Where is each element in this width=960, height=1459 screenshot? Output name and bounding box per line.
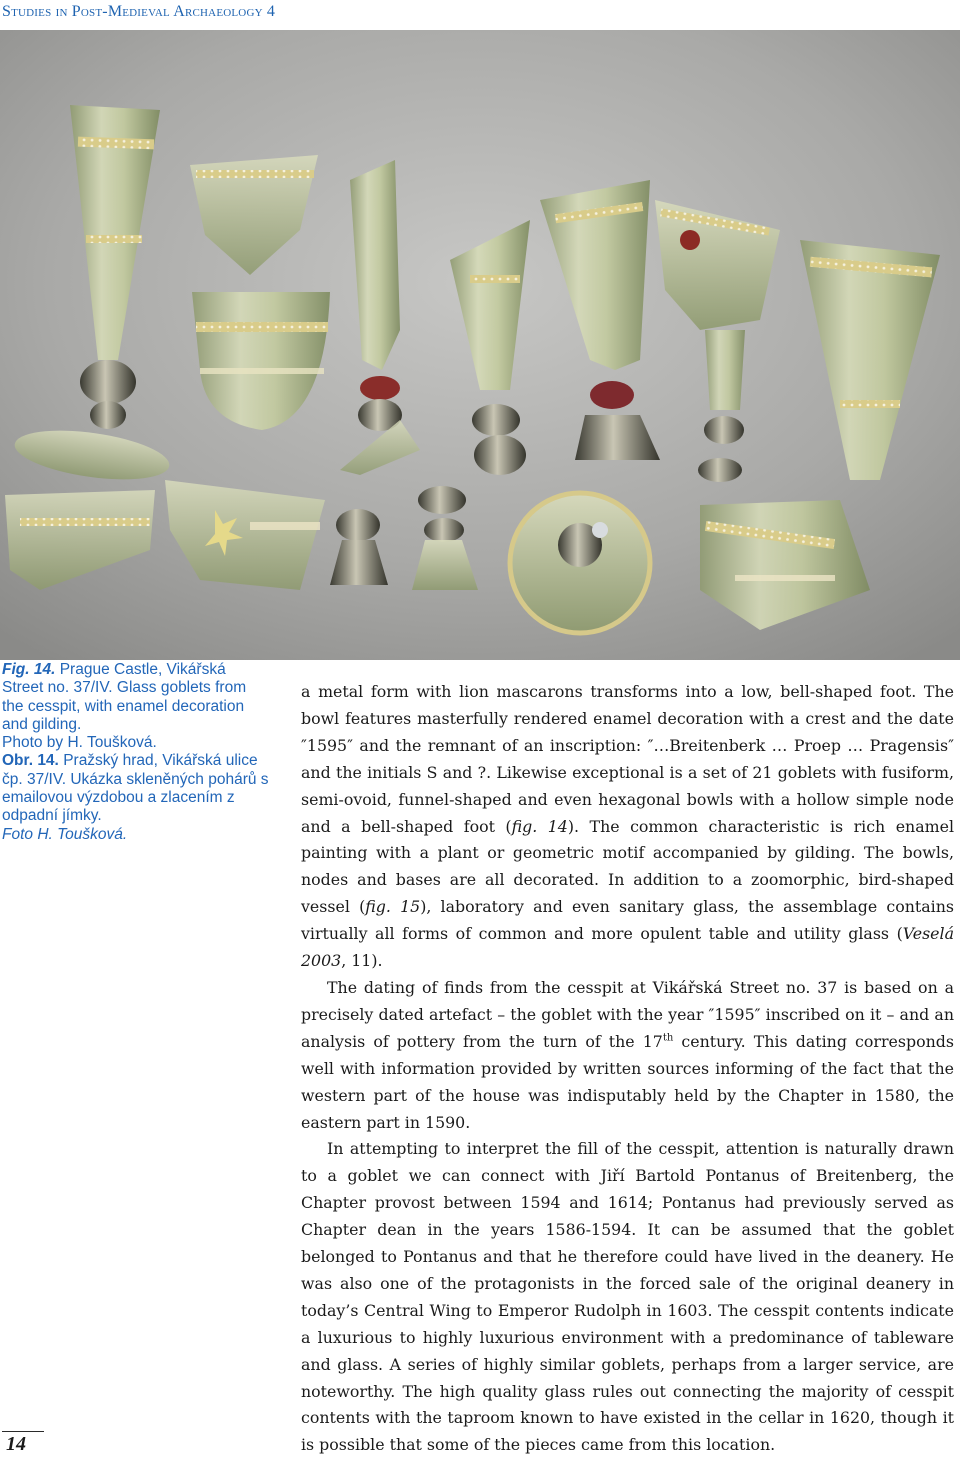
figure-photo bbox=[0, 30, 960, 660]
figure-caption bbox=[2, 661, 270, 844]
caption-english-credit: Photo by H. Toušková. bbox=[2, 734, 157, 752]
body-paragraph-2: The dating of finds from the cesspit at Vikářská Street no. 37 is based on a precisely dated artefact – the goblet with the year ″1595″ inscribed on it – and an analysis of pottery from the turn of the 17th century. This dating corresponds well with information provided by written sources informing of the fact that the western part of the house was indisputably held by the Chapter in 1580, the eastern part in 1590. bbox=[301, 977, 954, 1132]
caption-english bbox=[2, 661, 270, 734]
citation-vesela: Veselá 2003 bbox=[301, 924, 954, 971]
caption-english-text: Prague Castle, Vikářská Street no. 37/IV. Glass goblets from the cesspit, with enamel decoration and gilding. bbox=[2, 661, 247, 733]
caption-obr-label: Obr. 14. bbox=[2, 752, 59, 770]
caption-fig-label: Fig. 14. bbox=[2, 661, 56, 678]
running-header bbox=[2, 1, 602, 23]
main-body-text bbox=[301, 679, 954, 1459]
page-number: 14 bbox=[6, 1433, 26, 1455]
body-paragraph-1: a metal form with lion mascarons transforms into a low, bell-shaped foot. The bowl features masterfully rendered enamel decoration with a crest and the date ″1595″ and the remnant of an inscription: ″…Breitenberk … Proep … Pragensis″ and the initials S and ?. Likewise exceptional is a set of 21 goblets with fusiform, semi-ovoid, funnel-shaped and even hexagonal bowls with a hollow simple node and a bell-shaped foot (fig. 14). The common characteristic is rich enamel painting with a plant or geometric motif accompanied by gilding. The bowls, nodes and bases are all decorated. In addition to a zoomorphic, bird-shaped vessel (fig. 15), laboratory and even sanitary glass, the assemblage contains virtually all forms of common and more opulent table and utility glass (Veselá 2003, 11). bbox=[301, 682, 955, 971]
running-title: Studies in Post-Medieval Archaeology 4 bbox=[2, 3, 276, 20]
fig-14-ref: fig. 14 bbox=[511, 816, 568, 836]
body-paragraph-3: In attempting to interpret the fill of the cesspit, attention is naturally drawn to a goblet we can connect with Jiří Bartold Pontanus of Breitenberg, the Chapter provost between 1594 and 1614; Pontanus had previously served as Chapter dean in the years 1586-1594. It can be assumed that the goblet belonged to Pontanus and that he therefore could have lived in the deanery. He was also one of the protagonists in the forced sale of the original deanery in today’s Central Wing to Emperor Rudolph in 1603. The cesspit contents indicate a luxurious to highly luxurious environment with a predominance of tableware and glass. A series of highly similar goblets, perhaps from a larger service, are noteworthy. The high quality glass rules out connecting the majority of cesspit contents with the taproom known to have existed in the cellar in 1620, though it is possible that some of the pieces came from this location. bbox=[301, 1139, 954, 1455]
caption-czech-credit: Foto H. Toušková. bbox=[2, 825, 128, 843]
glass-goblets-photo bbox=[0, 30, 960, 660]
goblet-lid bbox=[510, 493, 650, 633]
caption-czech-text: Pražský hrad, Vikářská ulice čp. 37/IV. Ukázka skleněných pohárů s emailovou výzdobou a zlacením z odpadní jímky. bbox=[2, 752, 269, 825]
caption-czech bbox=[2, 752, 270, 825]
fig-15-ref: fig. 15 bbox=[365, 897, 421, 917]
